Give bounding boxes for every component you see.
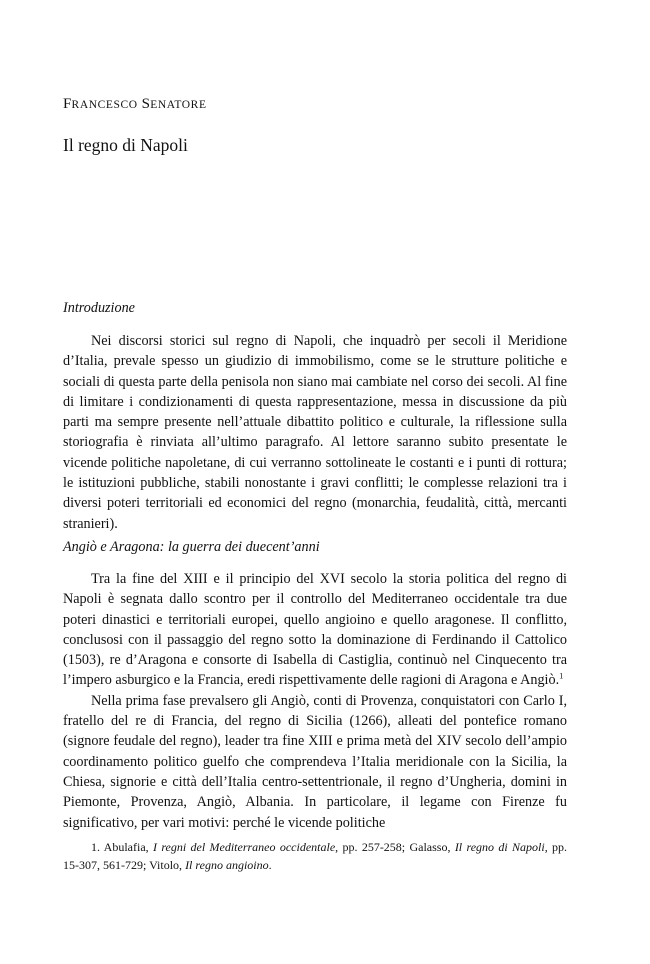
section-body-angio-aragona [63,569,567,833]
paragraph: Nei discorsi storici sul regno di Napoli, che inquadrò per secoli il Meridione d’Italia, prevale spesso un giudizio di immobilismo, come se le strutture politiche e sociali di questa parte della penisola non siano mai cambiate nel corso dei secoli. Al fine di limitare i condizionamenti di questa rappresentazione, messa in discussione da più parti ma sempre presente nell’attuale dibattito politico e culturale, la riflessione sulla storiografia è rinviata all’ultimo paragrafo. Al lettore saranno subito presentate le vicende politiche napoletane, di cui verranno sottolineate le costanti e i punti di rottura; le istituzioni pubbliche, stabili nonostante i gravi conflitti; le complesse relazioni tra i diversi poteri territoriali ed economici del regno (monarchia, feudalità, città, mercanti stranieri). [63,333,567,532]
section-heading-introduzione: Introduzione [63,300,135,316]
paragraph: Tra la fine del XIII e il principio del XVI secolo la storia politica del regno di Napoli è segnata dallo scontro per il controllo del Mediterraneo occidentale tra due poteri dinastici e territoriali europei, quello angioino e quello aragonese. Il conflitto, conclusosi con il passaggio del regno sotto la dominazione di Ferdinando il Cattolico (1503), re d’Aragona e consorte di Isabella di Castiglia, continuò nel Cinquecento tra l’impero asburgico e la Francia, eredi rispettivamente delle ragioni di Aragona e Angiò.$^1$ [63,571,567,689]
paragraph: Nella prima fase prevalsero gli Angiò, conti di Provenza, conquistatori con Carlo I, fratello del re di Francia, del regno di Sicilia (1266), alleati del pontefice romano (signore feudale del regno), leader tra fine XIII e prima metà del XIV secolo dell’ampio coordinamento politico guelfo che comprendeva l’Italia meridionale con la Sicilia, la Chiesa, signorie e città dell’Italia centro-settentrionale, il regno d’Ungheria, domini in Piemonte, Provenza, Angiò, Albania. In particolare, il legame con Firenze fu significativo, per vari motivi: perché le vicende politiche [63,692,567,831]
chapter-title: Il regno di Napoli [63,135,188,155]
footnote-marker[interactable]: 1 [559,670,564,681]
section-heading-angio-aragona: Angiò e Aragona: la guerra dei duecent’anni [63,539,320,555]
section-body-introduzione [63,331,567,534]
footnote: 1. Abulafia, I regni del Mediterraneo occidentale, pp. 257-258; Galasso, Il regno di Napoli, pp. 15-307, 561-729; Vitolo, Il regno angioino. [63,840,568,872]
author-name: FRANCESCO SENATORE [63,96,207,112]
